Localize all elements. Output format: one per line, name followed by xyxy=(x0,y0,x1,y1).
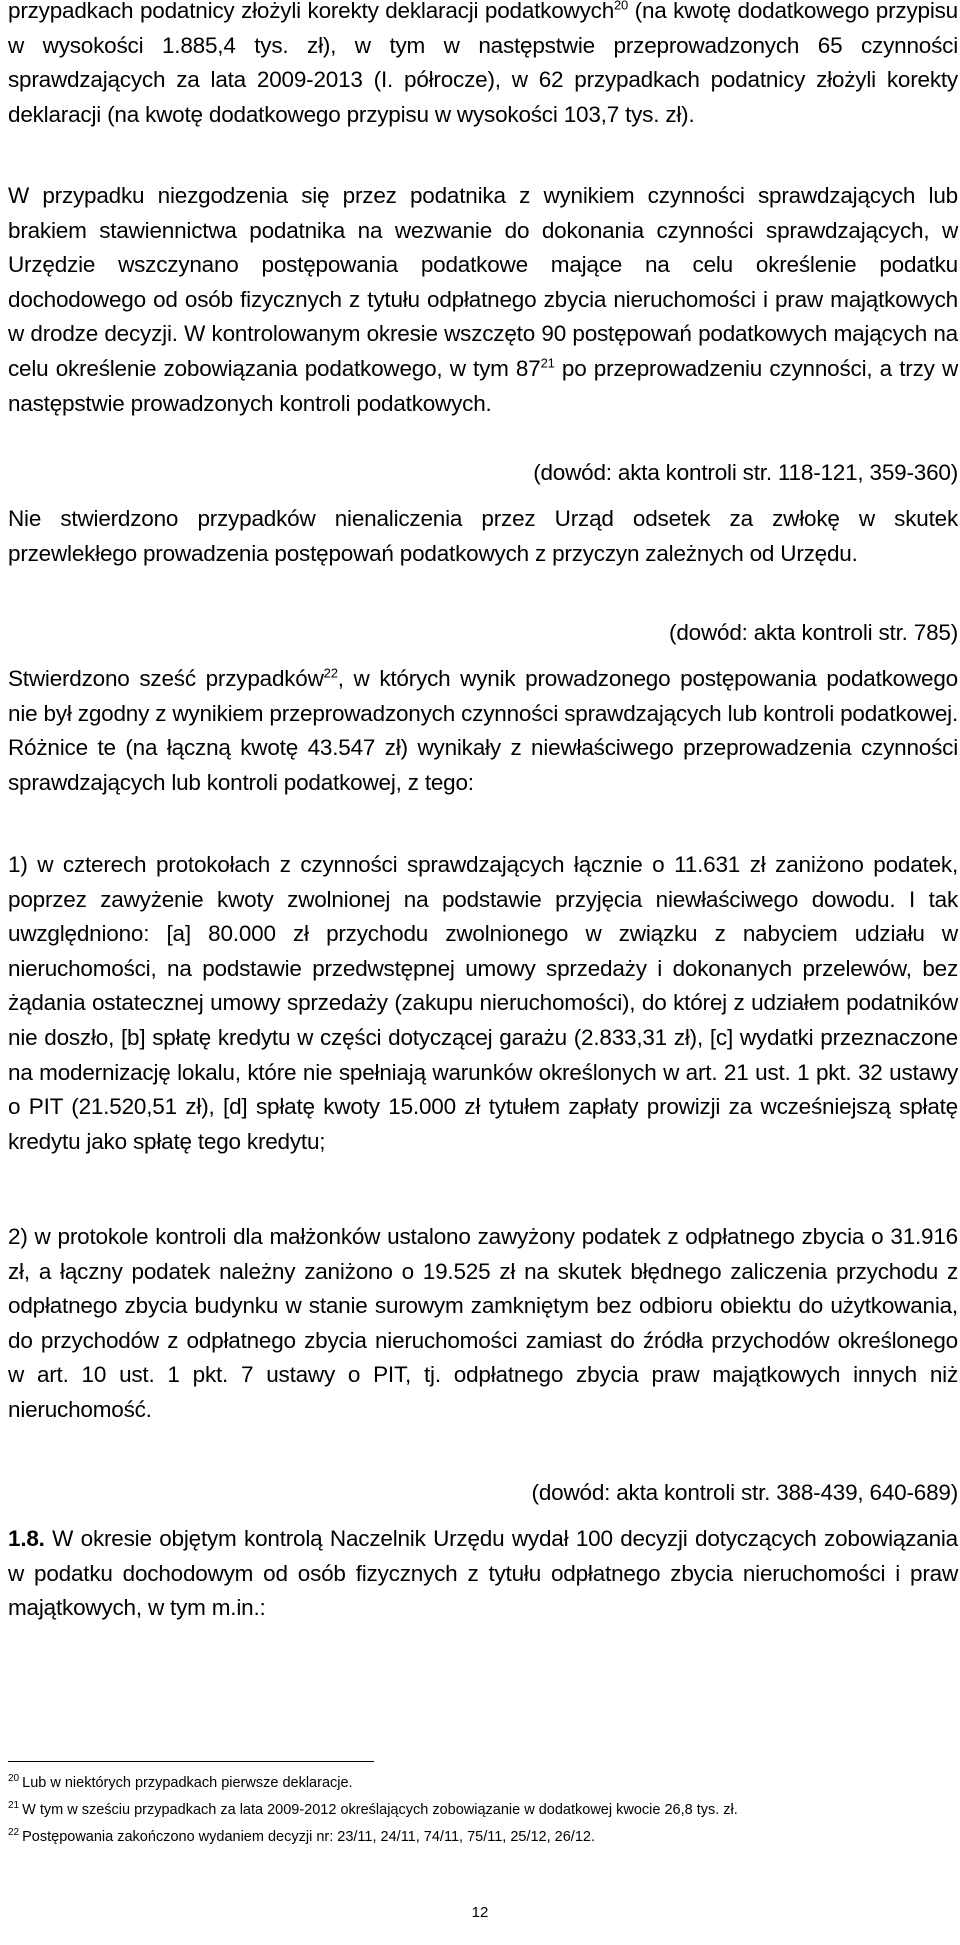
evidence-citation: (dowód: akta kontroli str. 118-121, 359-360) xyxy=(533,460,958,485)
footnote-text: W tym w sześciu przypadkach za lata 2009-2012 określających zobowiązanie w dodatkowej kwocie 26,8 tys. zł. xyxy=(22,1802,738,1818)
footnote-number: 20 xyxy=(8,1773,20,1785)
evidence-citation: (dowód: akta kontroli str. 785) xyxy=(669,620,958,645)
evidence-citation: (dowód: akta kontroli str. 388-439, 640-689) xyxy=(531,1480,958,1505)
paragraph-text: przypadkach podatnicy złożyli korekty deklaracji podatkowych xyxy=(8,0,615,23)
section-text: W okresie objętym kontrolą Naczelnik Urzędu wydał 100 decyzji dotyczących zobowiązania w podatku dochodowym od osób fizycznych z tytułu odpłatnego zbycia nieruchomości i praw majątkowych, w tym m.in.: xyxy=(8,1526,958,1621)
footnote-number: 21 xyxy=(8,1800,20,1812)
footnote-text: Postępowania zakończono wydaniem decyzji nr: 23/11, 24/11, 74/11, 75/11, 25/12, 26/12. xyxy=(22,1829,595,1845)
paragraph-text: (na kwotę dodatkowego przypisu w wysokości 1.885,4 tys. zł), w tym w następstwie przeprowadzonych 65 czynności sprawdzających za lata 2009-2013 (I. półrocze), w 62 przypadkach podatnicy złożyli korekty deklaracji (na kwotę dodatkowego przypisu w wysokości 103,7 tys. zł). xyxy=(8,0,958,127)
footnote-20 xyxy=(8,1770,958,1796)
footnote-text: Lub w niektórych przypadkach pierwsze deklaracje. xyxy=(22,1775,353,1791)
footnotes xyxy=(8,1770,958,1850)
footnote-22 xyxy=(8,1824,958,1850)
footnote-ref[interactable]: 21 xyxy=(540,355,555,371)
paragraph-corrections xyxy=(8,0,958,132)
paragraph-text: W przypadku niezgodzenia się przez podatnika z wynikiem czynności sprawdzających lub brakiem stawiennictwa podatnika na wezwanie do dokonania czynności sprawdzających, w Urzędzie wszczynano postępowania podatkowe mające na celu określenie podatku dochodowego od osób fizycznych z tytułu odpłatnego zbycia nieruchomości i praw majątkowych w drodze decyzji. W kontrolowanym okresie wszczęto 90 postępowań podatkowych mających na celu określenie zobowiązania podatkowego, w tym 87 xyxy=(8,183,958,381)
footnote-number: 22 xyxy=(8,1827,20,1839)
footnote-21 xyxy=(8,1797,958,1823)
paragraph-interest: Nie stwierdzono przypadków nienaliczenia przez Urząd odsetek za zwłokę w skutek przewlekłego prowadzenia postępowań podatkowych z przyczyn zależnych od Urzędu. xyxy=(8,506,958,566)
paragraph-text: Stwierdzono sześć przypadków xyxy=(8,666,324,691)
section-1-8 xyxy=(8,1522,958,1626)
list-item-1: 1) w czterech protokołach z czynności sprawdzających łącznie o 11.631 zł zaniżono podatek, poprzez zawyżenie kwoty zwolnionej na podstawie przyjęcia niewłaściwego dowodu. I tak uwzględniono: [a] 80.000 zł przychodu zwolnionego w związku z nabyciem udziału w nieruchomości, na podstawie przedwstępnej umowy sprzedaży i dokonanych przelewów, bez żądania ostatecznej umowy sprzedaży (zakupu nieruchomości), do której z udziałem podatników nie doszło, [b] spłatę kredytu w części dotyczącej garażu (2.833,31 zł), [c] wydatki przeznaczone na modernizację lokalu, które nie spełniają warunków określonych w art. 21 ust. 1 pkt. 32 ustawy o PIT (21.520,51 zł), [d] spłatę kwoty 15.000 zł tytułem zapłaty prowizji za wcześniejszą spłatę kredytu jako spłatę tego kredytu; xyxy=(8,852,958,1154)
footnote-ref[interactable]: 22 xyxy=(323,665,338,681)
page-number: 12 xyxy=(471,1904,489,1921)
list-item-2: 2) w protokole kontroli dla małżonków ustalono zawyżony podatek z odpłatnego zbycia o 31.916 zł, a łączny podatek należny zaniżono o 19.525 zł na skutek błędnego zaliczenia przychodu z odpłatnego zbycia budynku w stanie surowym zamkniętym bez odbioru obiektu do użytkowania, do przychodów z odpłatnego zbycia nieruchomości zamiast do źródła przychodów określonego w art. 10 ust. 1 pkt. 7 ustawy o PIT, tj. odpłatnego zbycia praw majątkowych innych niż nieruchomość. xyxy=(8,1224,958,1422)
paragraph-text: po przeprowadzeniu czynności, a trzy w następstwie prowadzonych kontroli podatkowych. xyxy=(8,355,959,416)
paragraph-proceedings xyxy=(8,179,958,421)
section-number: 1.8. xyxy=(8,1526,45,1551)
paragraph-text: , w których wynik prowadzonego postępowania podatkowego nie był zgodny z wynikiem przeprowadzonych czynności sprawdzających lub kontroli podatkowej. Różnice te (na łączną kwotę 43.547 zł) wynikały z niewłaściwego przeprowadzenia czynności sprawdzających lub kontroli podatkowej, z tego: xyxy=(8,666,958,795)
footnote-divider xyxy=(8,1761,374,1762)
paragraph-discrepancies xyxy=(8,662,958,800)
footnote-ref[interactable]: 20 xyxy=(614,0,629,13)
